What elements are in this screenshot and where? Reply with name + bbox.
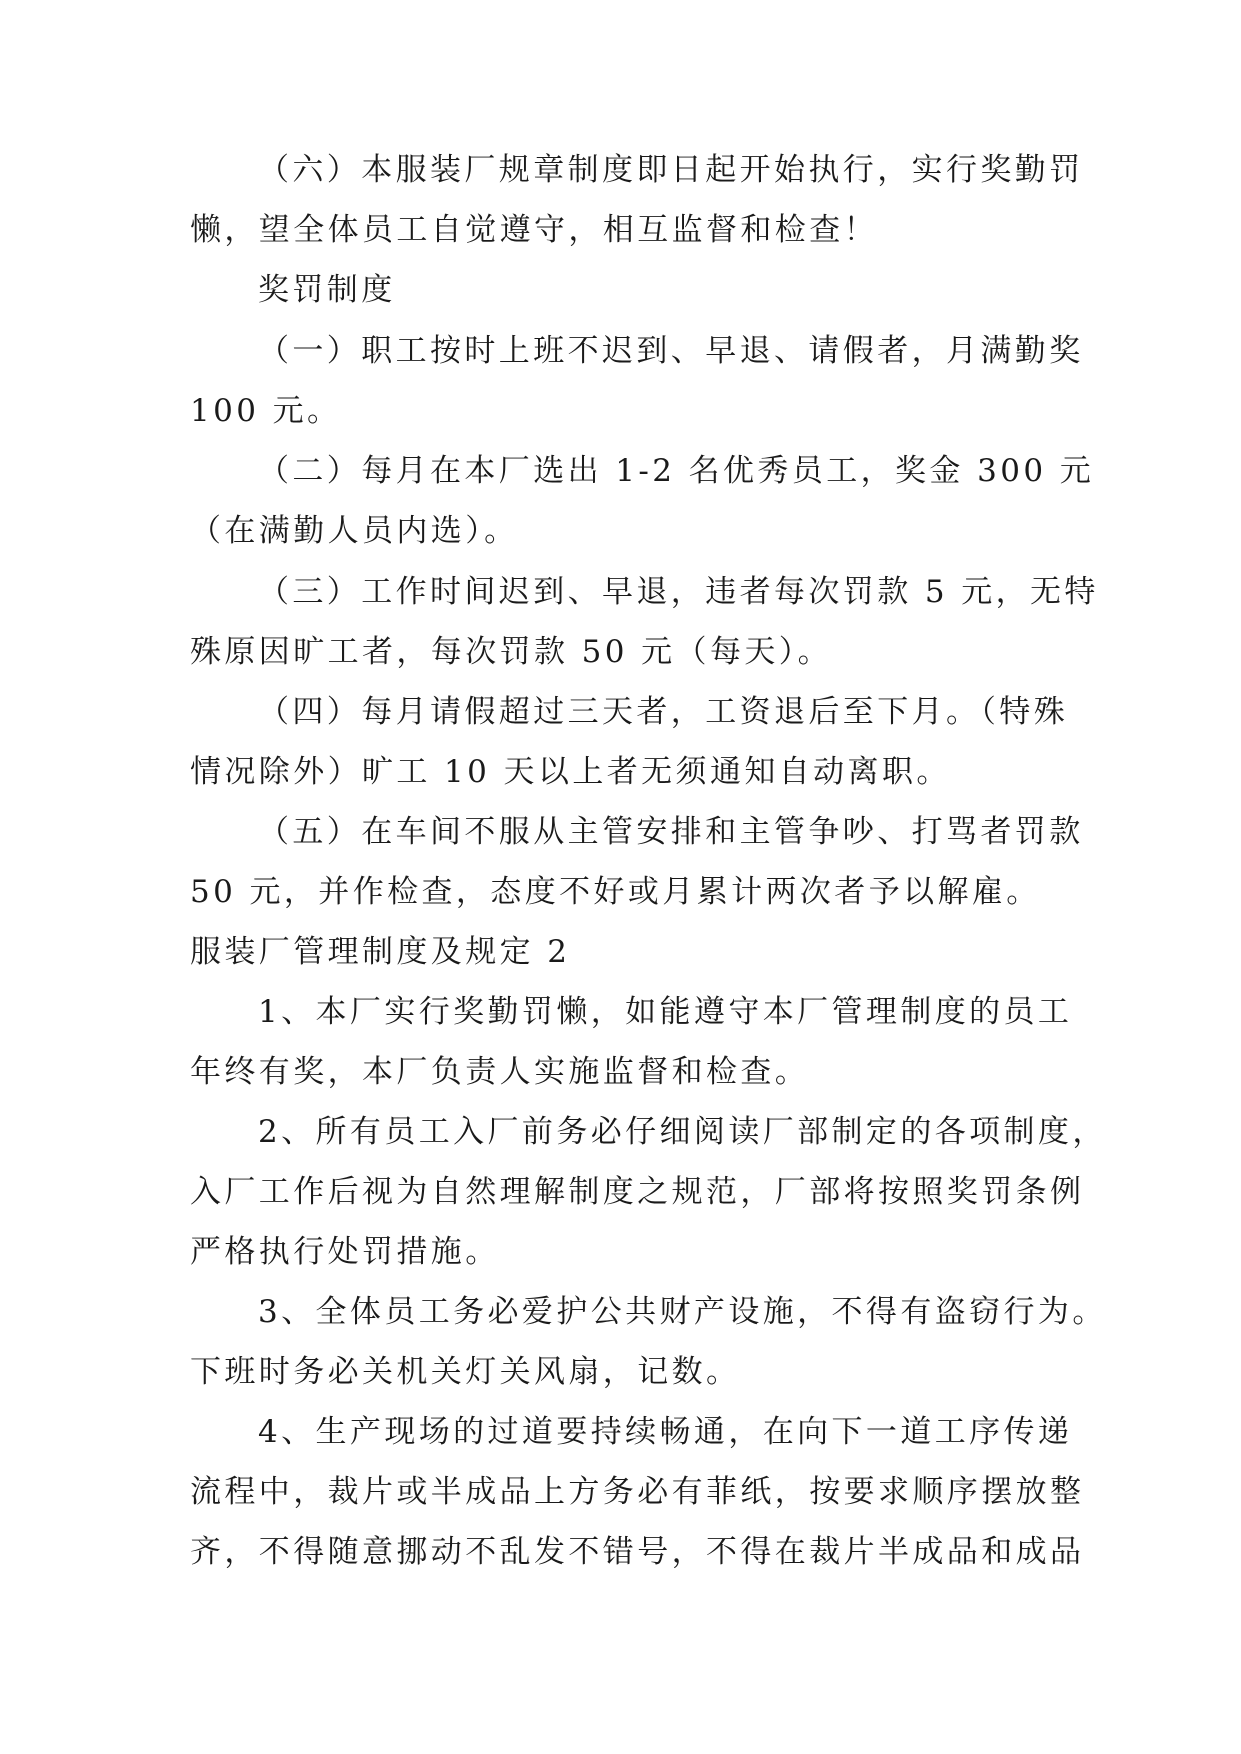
paragraph-line: 4、生产现场的过道要持续畅通，在向下一道工序传递 [258, 1414, 1073, 1450]
paragraph-line: 下班时务必关机关灯关风扇，记数。 [190, 1354, 741, 1390]
paragraph-line: 情况除外）旷工 10 天以上者无须通知自动离职。 [190, 754, 951, 790]
paragraph-line: （一）职工按时上班不迟到、早退、请假者，月满勤奖 [258, 333, 1084, 369]
paragraph-line: （二）每月在本厂选出 1-2 名优秀员工，奖金 300 元 [258, 453, 1095, 489]
paragraph-line: 年终有奖，本厂负责人实施监督和检查。 [190, 1054, 810, 1090]
paragraph-line: 严格执行处罚措施。 [190, 1234, 500, 1270]
paragraph-line: 3、全体员工务必爱护公共财产设施，不得有盗窃行为。 [258, 1294, 1107, 1330]
paragraph-line: （四）每月请假超过三天者，工资退后至下月。（特殊 [258, 694, 1069, 730]
paragraph-line: （五）在车间不服从主管安排和主管争吵、打骂者罚款 [258, 814, 1084, 850]
paragraph-line: （在满勤人员内选）。 [190, 513, 519, 549]
paragraph-line: （三）工作时间迟到、早退，违者每次罚款 5 元，无特 [258, 574, 1099, 610]
paragraph-line: 1、本厂实行奖勤罚懒，如能遵守本厂管理制度的员工 [258, 994, 1073, 1030]
paragraph-line: 齐，不得随意挪动不乱发不错号，不得在裁片半成品和成品 [190, 1534, 1085, 1570]
document-title: 服装厂管理制度及规定 2 [190, 934, 571, 970]
paragraph-line: 流程中，裁片或半成品上方务必有菲纸，按要求顺序摆放整 [190, 1474, 1085, 1510]
paragraph-line: 入厂工作后视为自然理解制度之规范，厂部将按照奖罚条例 [190, 1174, 1085, 1210]
paragraph-line: 懒，望全体员工自觉遵守，相互监督和检查！ [190, 212, 878, 248]
paragraph-line: （六）本服装厂规章制度即日起开始执行，实行奖勤罚 [258, 152, 1084, 188]
paragraph-line: 100 元。 [190, 393, 342, 429]
paragraph-line: 50 元，并作检查，态度不好或月累计两次者予以解雇。 [190, 874, 1041, 910]
section-heading: 奖罚制度 [258, 272, 396, 308]
paragraph-line: 殊原因旷工者，每次罚款 50 元（每天）。 [190, 634, 833, 670]
paragraph-line: 2、所有员工入厂前务必仔细阅读厂部制定的各项制度， [258, 1114, 1107, 1150]
